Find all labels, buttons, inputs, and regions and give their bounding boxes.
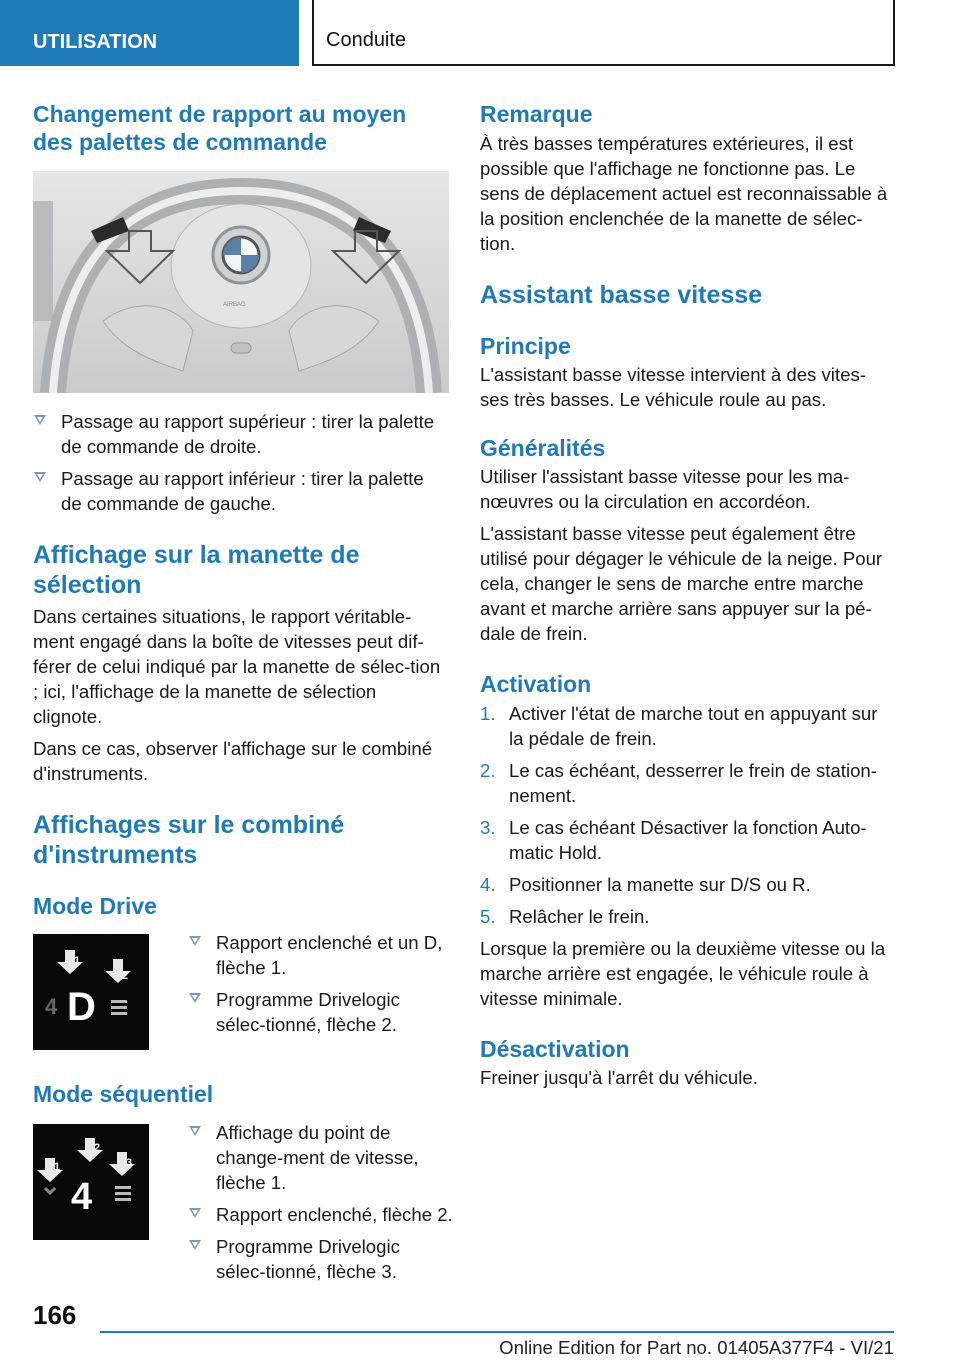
bullet-triangle-icon — [189, 993, 201, 1003]
seq-bullet-2: Rapport enclenché, flèche 2. — [188, 1202, 453, 1227]
bullet-triangle-icon — [34, 472, 46, 482]
paddle-bullet-up: Passage au rapport supérieur : tirer la palette de commande de droite. — [33, 409, 449, 459]
general-heading: Généralités — [480, 435, 606, 461]
selector-heading: Affichage sur la manette de sélection — [33, 541, 360, 599]
bullet-triangle-icon — [189, 1208, 201, 1218]
activation-after-text: Lorsque la première ou la deuxième vitesse ou la marche arrière est engagée, le véhicule roule à vitesse minimale. — [480, 938, 886, 1009]
drive-bullet-2: Programme Drivelogic sélec-tionné, flèche 2. — [188, 987, 453, 1037]
section-tab: UTILISATION — [0, 0, 299, 66]
paddle-bullet-down: Passage au rapport inférieur : tirer la palette de commande de gauche. — [33, 466, 449, 516]
drive-mode-block — [33, 934, 449, 1050]
svg-text:3: 3 — [126, 1157, 133, 1169]
steering-wheel-drawing — [33, 171, 449, 393]
note-text: À très basses températures extérieures, il est possible que l'affichage ne fonctionne pas. Le sens de déplacement actuel est reconnaissable à la position enclenchée de la manette de sélec-tion. — [480, 133, 888, 254]
steering-wheel-illustration — [33, 171, 449, 393]
drive-mode-heading: Mode Drive — [33, 893, 157, 919]
svg-text:1: 1 — [74, 955, 81, 967]
sequential-mode-heading: Mode séquentiel — [33, 1081, 214, 1107]
page-number: 166 — [33, 1300, 77, 1330]
selector-paragraph-2: Dans ce cas, observer l'affichage sur le combiné d'instruments. — [33, 738, 433, 784]
selector-paragraph-1: Dans certaines situations, le rapport véritable-ment engagé dans la boîte de vitesses peut dif-férer de celui indiqué par la manette de sélec-tion ; ici, l'affichage de la manette de sélection clignote. — [33, 606, 441, 727]
drive-mode-display — [33, 934, 149, 1050]
sequential-mode-block — [33, 1122, 453, 1282]
bullet-triangle-icon — [189, 1126, 201, 1136]
bullet-triangle-icon — [189, 936, 201, 946]
footer-divider — [100, 1331, 894, 1333]
edition-label: Online Edition for Part no. 01405A377F4 - VI/21 — [499, 1337, 894, 1358]
svg-text:4: 4 — [45, 994, 58, 1019]
general-paragraph-2: L'assistant basse vitesse peut également être utilisé pour dégager le véhicule de la neige. Pour cela, changer le sens de marche entre marche avant et marche arrière sans appuyer sur la pé-dale de frein. — [480, 523, 883, 644]
paddle-heading: Changement de rapport au moyen des palettes de commande — [33, 101, 407, 155]
activation-step: 4. Positionner la manette sur D/S ou R. — [480, 874, 811, 895]
svg-text:D: D — [67, 985, 96, 1029]
activation-steps — [480, 701, 894, 929]
svg-text:4: 4 — [71, 1176, 93, 1218]
seq-bullet-3: Programme Drivelogic sélec-tionné, flèche 3. — [188, 1234, 453, 1284]
deactivation-heading: Désactivation — [480, 1036, 630, 1062]
principle-heading: Principe — [480, 333, 571, 359]
note-heading: Remarque — [480, 101, 593, 127]
low-speed-assistant-heading: Assistant basse vitesse — [480, 281, 763, 309]
svg-text:1: 1 — [54, 1161, 61, 1173]
activation-step: 3. Le cas échéant Désactiver la fonction Auto-matic Hold. — [480, 817, 867, 863]
sequential-mode-display-drawing — [33, 1124, 149, 1240]
svg-text:2: 2 — [94, 1142, 101, 1154]
bullet-triangle-icon — [34, 415, 46, 425]
deactivation-text: Freiner jusqu'à l'arrêt du véhicule. — [480, 1067, 758, 1088]
activation-heading: Activation — [480, 671, 592, 697]
chapter-title: Conduite — [312, 0, 895, 66]
seq-bullet-1: Affichage du point de change-ment de vitesse, flèche 1. — [188, 1120, 453, 1195]
right-column — [480, 100, 894, 1090]
svg-text:2: 2 — [122, 970, 129, 982]
drive-mode-display-drawing — [33, 934, 149, 1050]
activation-step: 2. Le cas échéant, desserrer le frein de station-nement. — [480, 760, 877, 806]
svg-text:AIRBAG: AIRBAG — [223, 302, 246, 308]
drive-bullet-1: Rapport enclenché et un D, flèche 1. — [188, 930, 453, 980]
activation-step: 5. Relâcher le frein. — [480, 906, 650, 927]
bullet-triangle-icon — [189, 1240, 201, 1250]
activation-step: 1. Activer l'état de marche tout en appuyant sur la pédale de frein. — [480, 703, 878, 749]
general-paragraph-1: Utiliser l'assistant basse vitesse pour les ma-nœuvres ou la circulation en accordéon. — [480, 466, 850, 512]
left-column — [33, 100, 453, 1282]
sequential-mode-display — [33, 1124, 149, 1240]
principle-text: L'assistant basse vitesse intervient à des vites-ses très basses. Le véhicule roule au pas. — [480, 364, 866, 410]
cluster-heading: Affichages sur le combiné d'instruments — [33, 811, 345, 869]
